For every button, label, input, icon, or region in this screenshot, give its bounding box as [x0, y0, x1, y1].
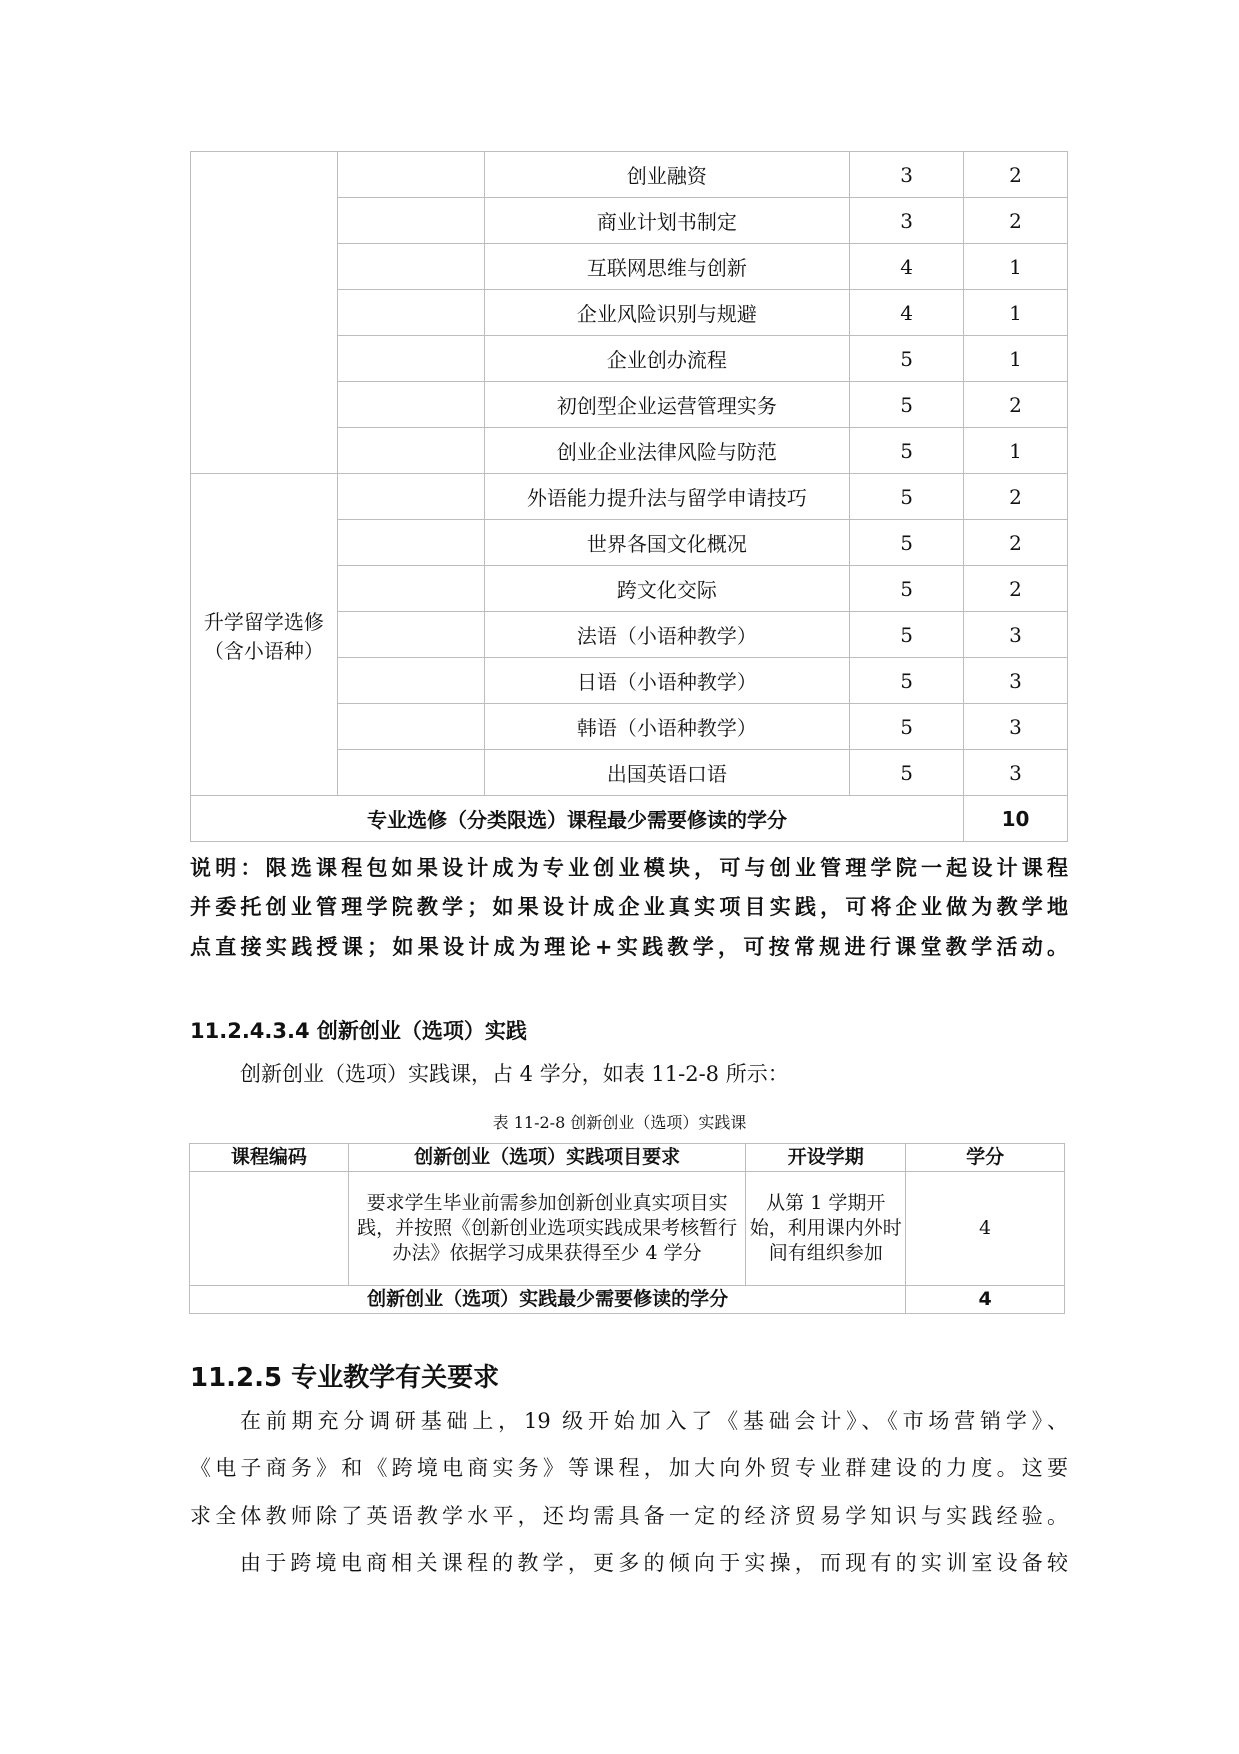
credits: 1: [964, 244, 1068, 290]
elective-course-table: [190, 151, 1068, 842]
table-caption: 表 11-2-8 创新创业（选项）实践课: [492, 1113, 747, 1132]
section-heading: 11.2.5 专业教学有关要求: [190, 1363, 500, 1393]
credits: 3: [964, 612, 1068, 658]
course-name: 日语（小语种教学）: [484, 658, 850, 704]
semester: 5: [850, 704, 964, 750]
table-row: [191, 152, 1068, 198]
section-heading: 11.2.4.3.4 创新创业（选项）实践: [190, 1019, 527, 1043]
course-name: 韩语（小语种教学）: [484, 704, 850, 750]
cell-requirement: 要求学生毕业前需参加创新创业真实项目实践，并按照《创新创业选项实践成果考核暂行办法》依据学习成果获得至少 4 学分: [348, 1172, 746, 1286]
practice-table: [189, 1143, 1065, 1314]
credits: 3: [964, 704, 1068, 750]
total-label: 创新创业（选项）实践最少需要修读的学分: [190, 1286, 906, 1314]
semester: 4: [850, 290, 964, 336]
header-credits: 学分: [906, 1144, 1065, 1172]
course-name: 法语（小语种教学）: [484, 612, 850, 658]
semester: 5: [850, 520, 964, 566]
credits: 2: [964, 520, 1068, 566]
sub-cell: [337, 658, 484, 704]
group-label: 升学留学选修: [203, 609, 324, 634]
course-name: 互联网思维与创新: [484, 244, 850, 290]
credits: 1: [964, 428, 1068, 474]
sub-cell: [337, 428, 484, 474]
semester: 3: [850, 152, 964, 198]
sub-cell: [337, 750, 484, 796]
course-name: 初创型企业运营管理实务: [484, 382, 850, 428]
course-name: 跨文化交际: [484, 566, 850, 612]
course-name: 创业企业法律风险与防范: [484, 428, 850, 474]
credits: 2: [964, 566, 1068, 612]
sub-cell: [337, 474, 484, 520]
sub-cell: [337, 244, 484, 290]
header-code: 课程编码: [190, 1144, 349, 1172]
total-row: [191, 796, 1068, 842]
sub-cell: [337, 336, 484, 382]
credits: 1: [964, 336, 1068, 382]
paragraph-line: 由于跨境电商相关课程的教学，更多的倾向于实操，而现有的实训室设备较: [240, 1551, 1068, 1575]
course-name: 世界各国文化概况: [484, 520, 850, 566]
note-line: 点直接实践授课；如果设计成为理论+实践教学，可按常规进行课堂教学活动。: [190, 935, 1068, 959]
sub-cell: [337, 612, 484, 658]
semester: 5: [850, 658, 964, 704]
semester: 5: [850, 750, 964, 796]
semester: 5: [850, 566, 964, 612]
semester: 3: [850, 198, 964, 244]
semester: 5: [850, 428, 964, 474]
credits: 2: [964, 198, 1068, 244]
sub-cell: [337, 152, 484, 198]
sub-cell: [337, 198, 484, 244]
total-value: 4: [906, 1286, 1065, 1314]
sub-cell: [337, 382, 484, 428]
group-label: （含小语种）: [203, 638, 324, 663]
group-cell: [191, 474, 338, 796]
sub-cell: [337, 520, 484, 566]
table-row: [191, 474, 1068, 520]
credits: 3: [964, 750, 1068, 796]
semester: 4: [850, 244, 964, 290]
note-line: 说明：限选课程包如果设计成为专业创业模块，可与创业管理学院一起设计课程: [190, 856, 1068, 880]
course-name: 企业风险识别与规避: [484, 290, 850, 336]
credits: 3: [964, 658, 1068, 704]
paragraph-line: 在前期充分调研基础上，19 级开始加入了《基础会计》、《市场营销学》、: [240, 1409, 1068, 1433]
header-semester: 开设学期: [746, 1144, 906, 1172]
course-name: 商业计划书制定: [484, 198, 850, 244]
total-label: 专业选修（分类限选）课程最少需要修读的学分: [191, 796, 964, 842]
semester: 5: [850, 612, 964, 658]
credits: 2: [964, 474, 1068, 520]
paragraph-line: 《电子商务》和《跨境电商实务》等课程，加大向外贸专业群建设的力度。这要: [190, 1456, 1068, 1480]
semester: 5: [850, 474, 964, 520]
course-name: 外语能力提升法与留学申请技巧: [484, 474, 850, 520]
cell-semester: 从第 1 学期开始，利用课内外时间有组织参加: [746, 1172, 906, 1286]
course-name: 出国英语口语: [484, 750, 850, 796]
course-name: 创业融资: [484, 152, 850, 198]
paragraph-line: 求全体教师除了英语教学水平，还均需具备一定的经济贸易学知识与实践经验。: [190, 1504, 1068, 1528]
credits: 2: [964, 152, 1068, 198]
semester: 5: [850, 382, 964, 428]
header-requirement: 创新创业（选项）实践项目要求: [348, 1144, 746, 1172]
credits: 1: [964, 290, 1068, 336]
note-line: 并委托创业管理学院教学；如果设计成企业真实项目实践，可将企业做为教学地: [190, 895, 1068, 919]
cell-credits: 4: [906, 1172, 1065, 1286]
sub-cell: [337, 566, 484, 612]
group-cell: [191, 152, 338, 474]
sub-cell: [337, 290, 484, 336]
total-value: 10: [964, 796, 1068, 842]
semester: 5: [850, 336, 964, 382]
section-intro: 创新创业（选项）实践课，占 4 学分，如表 11-2-8 所示：: [240, 1062, 789, 1086]
course-name: 企业创办流程: [484, 336, 850, 382]
cell-code: [190, 1172, 349, 1286]
sub-cell: [337, 704, 484, 750]
credits: 2: [964, 382, 1068, 428]
